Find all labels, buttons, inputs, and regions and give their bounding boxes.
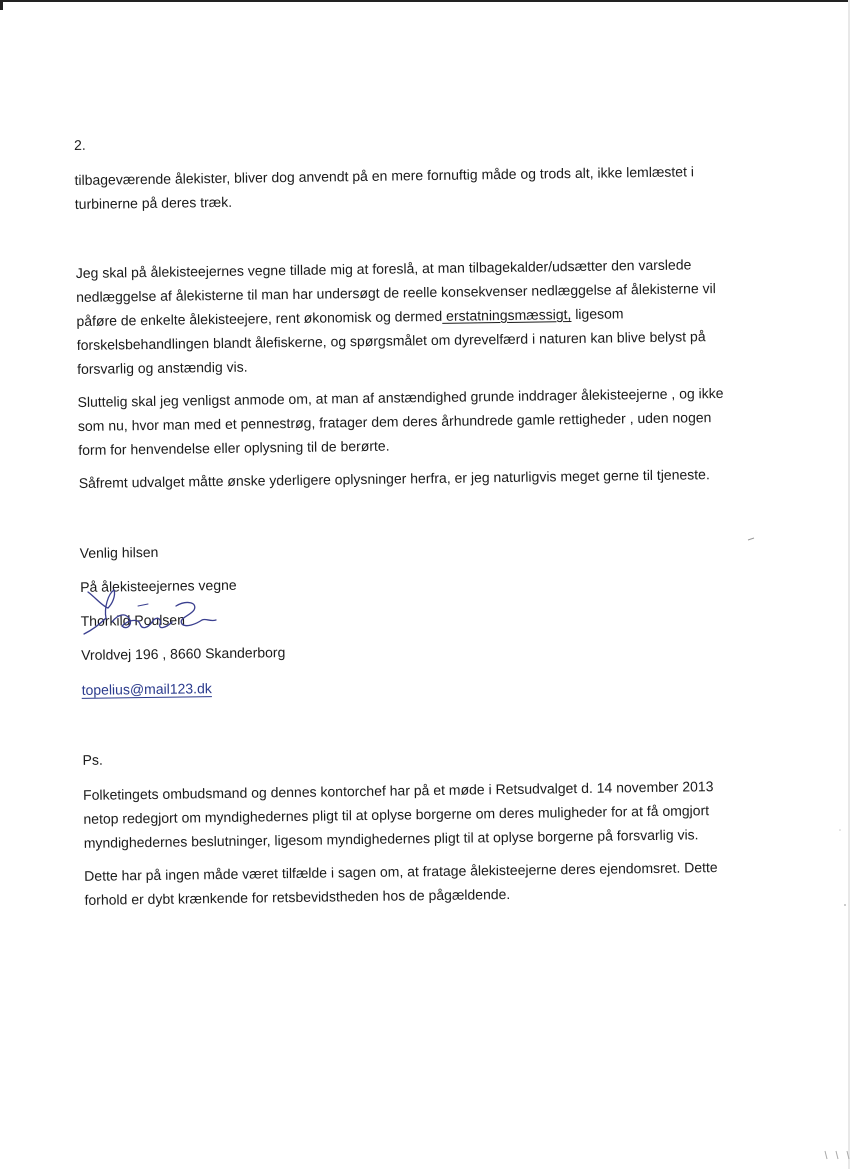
paragraph-3-line-2: som nu, hvor man med et pennestrøg, fratager dem deres århundrede gamle rettigheder , uden nogen [77,409,712,434]
ps-paragraph-1-line-2: netop redegjort om myndighedernes pligt til at oplyse borgerne om deres muligheder for at få omgjort [83,802,710,827]
ps-label: Ps. [82,751,103,768]
ps-paragraph-2-line-1: Dette har på ingen måde været tilfælde i sagen om, at fratage ålekisteejerne deres ejendomsret. Dette [84,859,718,884]
sender-name: Thorkild Poulsen [80,611,186,629]
paragraph-1-line-2: turbinerne på deres træk. [74,193,233,212]
ps-paragraph-1-line-3: myndighedernes beslutninger, ligesom myndighedernes pligt til at oplyse borgerne på forsvarlig vis. [83,826,699,851]
paragraph-2-line-2: nedlæggelse af ålekisterne til man har undersøgt de reelle konsekvenser nedlæggelse af ålekisterne vil [76,280,716,305]
sender-email-link[interactable]: topelius@mail123.dk [81,680,212,698]
ps-paragraph-2-line-2: forhold er dybt krænkende for retsbevidstheden hos de pågældende. [84,885,511,908]
ps-paragraph-1-line-1: Folketingets ombudsmand og dennes kontorchef har på et møde i Retsudvalget d. 14 november 2013 [82,778,714,803]
scan-top-edge [0,0,850,2]
paragraph-2-line-5: forsvarlig og anstændig vis. [77,358,248,377]
paragraph-2-line-3-end: ligesom [571,305,624,323]
underlined-word: erstatningsmæssigt, [442,306,572,324]
scan-corner-mark [0,0,3,10]
paragraph-1-line-1: tilbageværende ålekister, bliver dog anvendt på en mere fornuftig måde og trods alt, ikke lemlæstet i [74,163,695,188]
paragraph-4: Såfremt udvalget måtte ønske yderligere oplysninger herfra, er jeg naturligvis meget gerne til tjeneste. [78,466,710,491]
page-number: 2. [73,136,86,153]
paragraph-2-line-1: Jeg skal på ålekisteejernes vegne tillade mig at foreslå, at man tilbagekalder/udsætter den varslede [75,256,692,281]
paragraph-2-line-3-text: påføre de enkelte ålekisteejere, rent økonomisk og dermed [76,307,443,329]
paragraph-2-line-3 [76,304,623,330]
closing-greeting: Venlig hilsen [79,543,159,561]
sender-address: Vroldvej 196 , 8660 Skanderborg [81,644,286,663]
paragraph-3-line-1: Sluttelig skal jeg venligst anmode om, at man af anstændighed grunde inddrager ålekisteejerne , og ikke [77,384,724,410]
paragraph-3-line-3: form for henvendelse eller oplysning til de berørte. [78,437,390,458]
closing-on-behalf: På ålekisteejernes vegne [80,576,237,595]
paragraph-2-line-4: forskelsbehandlingen blandt ålefiskerne, og spørgsmålet om dyrevelfærd i naturen kan blive belyst på [76,328,706,353]
